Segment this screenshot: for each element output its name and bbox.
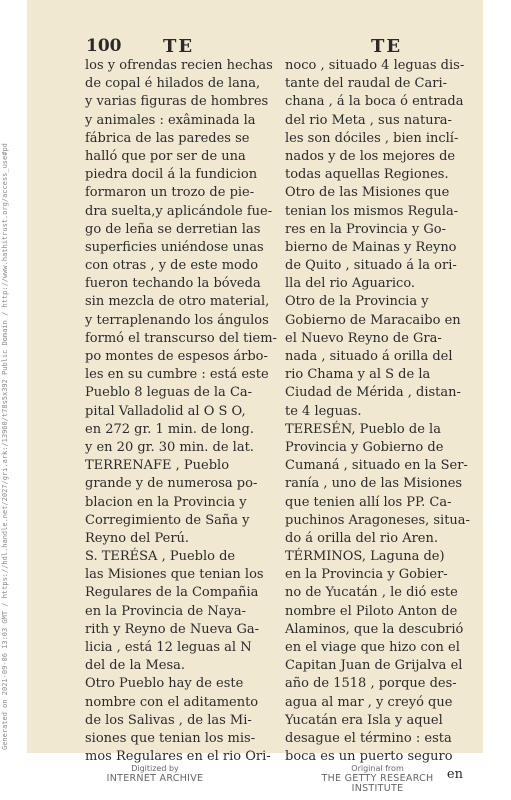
text-line: superficies uniéndose unas xyxy=(85,239,264,255)
left-column xyxy=(85,57,277,766)
original-from-label: Original from xyxy=(351,764,404,773)
text-line: Ciudad de Mérida , distan- xyxy=(285,385,461,401)
text-line: y varias figuras de hombres xyxy=(85,94,269,110)
text-line: lla del rio Aguarico. xyxy=(285,276,416,292)
text-line: pital Valladolid al O S O, xyxy=(85,403,246,419)
text-line: chana , á la boca ó entrada xyxy=(285,94,464,110)
text-line: y terraplenando los ángulos xyxy=(85,312,269,328)
text-line: Corregimiento de Saña y xyxy=(85,512,250,528)
text-line: TERRENAFE , Pueblo xyxy=(85,458,230,474)
text-line: les son dóciles , bien inclí- xyxy=(285,130,459,146)
text-line: ranía , uno de las Misiones xyxy=(285,476,463,492)
text-line: rith y Reyno de Nueva Ga- xyxy=(85,621,260,637)
text-line: de copal é hilados de lana, xyxy=(85,76,261,92)
text-line: y animales : exâminada la xyxy=(85,112,256,128)
text-line: desague el término : esta xyxy=(285,730,452,746)
text-line: blacion en la Provincia y xyxy=(85,494,247,510)
text-line: halló que por ser de una xyxy=(85,148,246,164)
text-line: Otro de la Provincia y xyxy=(285,294,429,310)
digitized-by-credit xyxy=(85,764,225,784)
original-from-credit xyxy=(300,764,455,794)
text-line: licia , está 12 leguas al N xyxy=(85,640,252,655)
text-line: grande y de numerosa po- xyxy=(85,476,258,492)
text-line: con otras , y de este modo xyxy=(85,258,259,274)
text-line: TERESÉN, Pueblo de la xyxy=(285,421,441,437)
text-line: del de la Mesa. xyxy=(85,658,186,674)
text-line: en 272 gr. 1 min. de long. xyxy=(85,421,254,437)
text-line: S. TERÉSA , Pueblo de xyxy=(85,549,236,565)
text-line: formaron un trozo de pie- xyxy=(85,185,255,201)
text-line: fueron techando la bóveda xyxy=(85,276,261,292)
text-line: puchinos Aragoneses, situa- xyxy=(285,512,470,528)
running-head-left: TE xyxy=(163,36,195,57)
text-line: te 4 leguas. xyxy=(285,403,362,419)
text-line: Regulares de la Compañia xyxy=(85,585,259,601)
text-line: Reyno del Perú. xyxy=(85,530,190,546)
text-line: bierno de Mainas y Reyno xyxy=(285,239,457,255)
text-line: Alaminos, que la descubrió xyxy=(285,621,464,637)
text-line: en xyxy=(446,767,463,783)
getty-label: THE GETTY RESEARCH INSTITUTE xyxy=(321,773,434,794)
text-line: nombre el Piloto Anton de xyxy=(285,603,458,619)
hathitrust-side-note xyxy=(1,143,23,750)
text-line: Pueblo 8 leguas de la Ca- xyxy=(85,385,253,401)
digitized-by-label: Digitized by xyxy=(131,764,179,773)
text-line: fábrica de las paredes se xyxy=(85,130,250,146)
text-line: mos Regulares en el rio Ori- xyxy=(85,749,271,765)
text-line: los y ofrendas recien hechas xyxy=(85,58,273,73)
text-line: año de 1518 , porque des- xyxy=(285,676,457,692)
right-column xyxy=(285,57,470,785)
text-line: en la Provincia y Gobier- xyxy=(285,567,448,583)
text-line: les en su cumbre : está este xyxy=(85,367,269,383)
text-line: el Nuevo Reyno de Gra- xyxy=(285,330,442,346)
text-line: y en 20 gr. 30 min. de lat. xyxy=(85,439,254,455)
text-line: TÉRMINOS, Laguna de) xyxy=(285,549,445,565)
text-line: Otro de las Misiones que xyxy=(285,185,450,201)
text-line: nada , situado á orilla del xyxy=(285,349,453,364)
text-line: dra suelta,y aplicándole fue- xyxy=(85,203,273,219)
text-line: de Quito , situado á la ori- xyxy=(285,258,457,274)
text-line: nados y de los mejores de xyxy=(285,148,456,164)
text-line: Otro Pueblo hay de este xyxy=(85,676,244,692)
text-line: noco , situado 4 leguas dis- xyxy=(285,58,465,73)
text-line: formó el transcurso del tiem- xyxy=(85,330,277,346)
running-head-right: TE xyxy=(371,36,403,57)
text-line: Yucatán era Isla y aquel xyxy=(285,712,443,728)
text-line: sin mezcla de otro material, xyxy=(85,294,270,310)
internet-archive-label: INTERNET ARCHIVE xyxy=(106,773,204,784)
text-line: las Misiones que tenian los xyxy=(85,567,264,583)
text-line: de los Salivas , de las Mi- xyxy=(85,712,252,728)
text-line: del rio Meta , sus natura- xyxy=(285,112,452,128)
text-line: piedra docil á la fundicion xyxy=(85,167,258,183)
side-note-text: Generated on 2021-09-06 13:03 GMT / https://hdl.handle.net/2027/gri.ark:/13960/t78s5x392 Public Domain / http://www.hathitrust.org/access_use#pd xyxy=(1,143,9,750)
text-line: Gobierno de Maracaibo en xyxy=(285,312,461,328)
text-line: Provincia y Gobierno de xyxy=(285,439,444,455)
text-line: go de leña se derretian las xyxy=(85,221,261,237)
text-line: siones que tenian los mis- xyxy=(85,730,256,746)
text-line: no de Yucatán , le dió este xyxy=(285,585,458,601)
page-number: 100 xyxy=(86,36,122,56)
text-line: en la Provincia de Naya- xyxy=(85,603,246,619)
text-line: todas aquellas Regiones. xyxy=(285,167,449,183)
text-line: rio Chama y al S de la xyxy=(285,367,431,383)
text-line: nombre con el aditamento xyxy=(85,694,259,710)
text-line: Cumaná , situado en la Ser- xyxy=(285,458,468,474)
text-line: agua al mar , y creyó que xyxy=(285,694,453,710)
text-line: boca es un puerto seguro xyxy=(285,749,453,765)
text-line: res en la Provincia y Go- xyxy=(285,221,447,237)
text-line: tante del raudal de Cari- xyxy=(285,76,448,92)
text-line: po montes de espesos árbo- xyxy=(85,349,268,364)
text-line: Capitan Juan de Grijalva el xyxy=(285,658,463,674)
text-line: que tenien allí los PP. Ca- xyxy=(285,494,452,510)
text-line: en el viage que hizo con el xyxy=(285,640,460,655)
text-line: tenian los mismos Regula- xyxy=(285,203,459,219)
text-line: do á orilla del rio Aren. xyxy=(285,530,438,546)
